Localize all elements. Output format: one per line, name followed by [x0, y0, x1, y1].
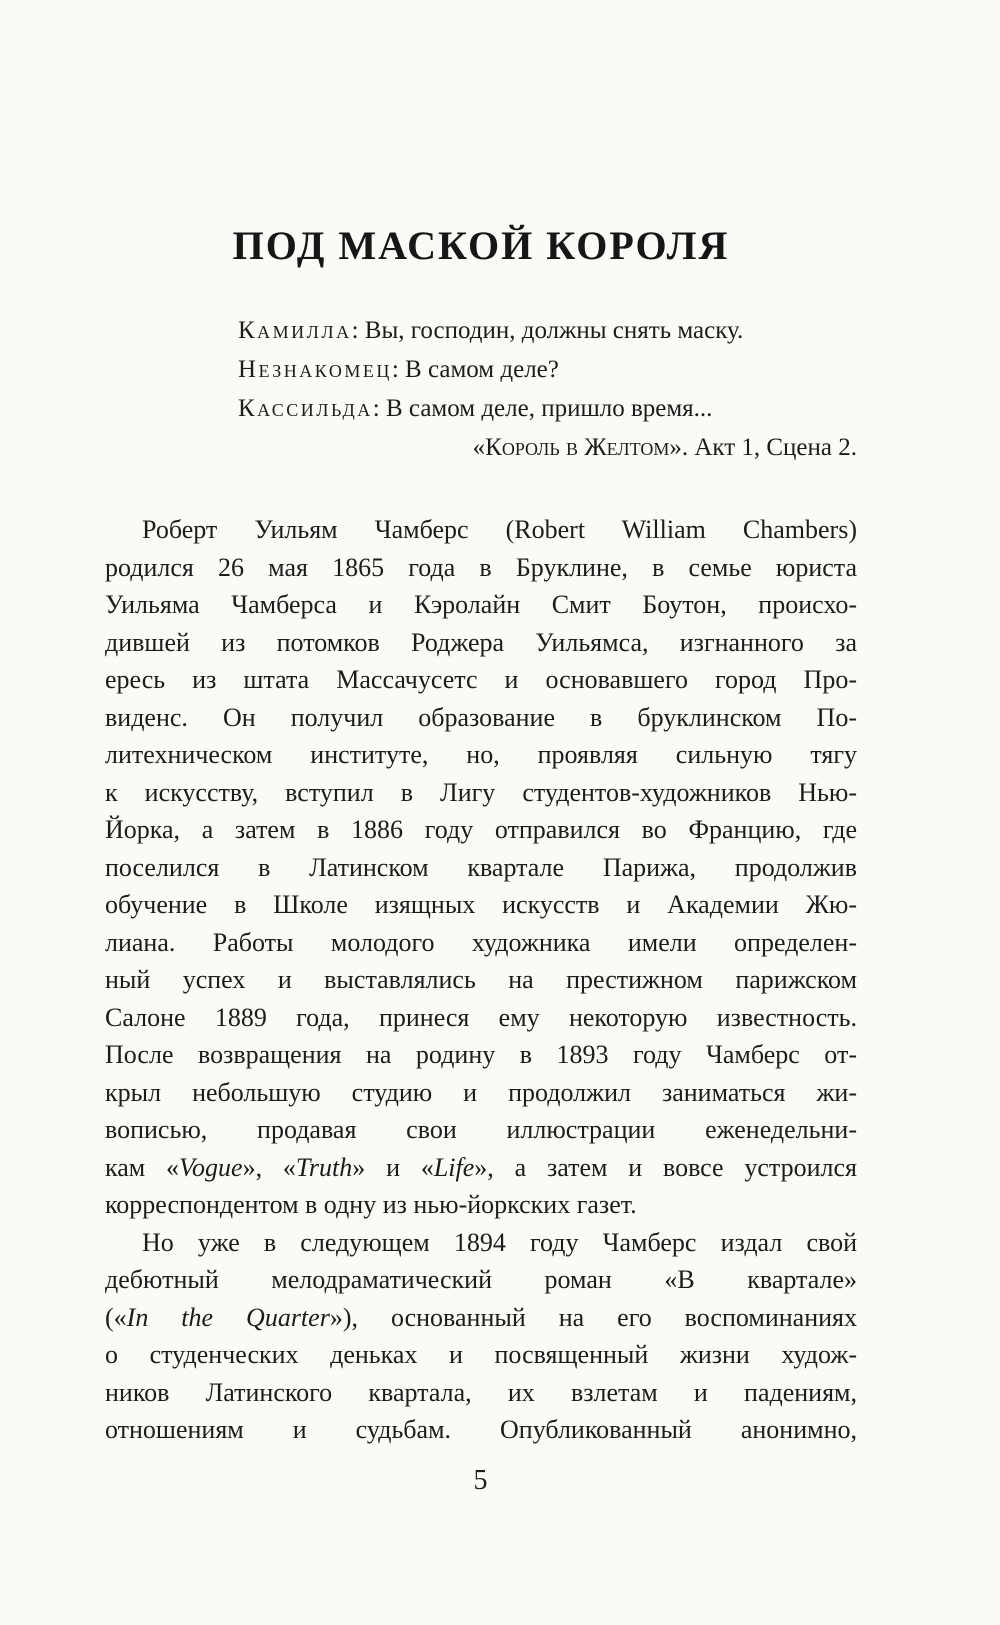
text-segment: кам «	[105, 1152, 180, 1182]
text-segment: ников Латинского квартала, их взлетам и падениям,	[105, 1377, 857, 1407]
text-line	[105, 1224, 857, 1262]
text-line	[105, 1149, 857, 1187]
body-text	[105, 511, 857, 1449]
text-line	[105, 1261, 857, 1299]
text-line	[105, 811, 857, 849]
text-segment: вописью, продавая свои иллюстрации еженедельни-	[105, 1115, 857, 1144]
chapter-title: ПОД МАСКОЙ КОРОЛЯ	[232, 223, 730, 268]
text-segment: ересь из штата Массачусетс и основавшего город Про-	[105, 665, 857, 694]
speaker-name: Незнакомец	[238, 356, 392, 383]
text-block	[105, 0, 857, 1497]
text-line	[105, 849, 857, 887]
text-segment: Уильяма Чамберса и Кэролайн Смит Боутон, происхо-	[105, 590, 857, 619]
text-line	[105, 736, 857, 774]
text-line	[105, 1186, 857, 1224]
text-segment: виденс. Он получил образование в бруклинском По-	[105, 702, 857, 732]
text-segment: крыл небольшую студию и продолжил заниматься жи-	[105, 1077, 857, 1107]
text-segment: Король в Желтом	[485, 434, 670, 461]
text-line	[105, 886, 857, 924]
text-line	[105, 511, 857, 549]
text-segment: Салоне 1889 года, принеся ему некоторую известность.	[105, 1002, 857, 1032]
text-segment: Vogue	[179, 1152, 243, 1182]
text-line	[105, 1074, 857, 1112]
text-segment: ный успех и выставлялись на престижном парижском	[105, 965, 857, 994]
text-segment: литехническом институте, но, проявляя сильную тягу	[105, 740, 857, 769]
text-segment: дившей из потомков Роджера Уильямса, изгнанного за	[105, 627, 857, 657]
text-segment: дебютный мелодраматический роман «В квартале»	[105, 1265, 857, 1294]
epigraph-line: Незнакомец: В самом деле?	[238, 356, 559, 383]
text-segment: » и «	[352, 1152, 434, 1182]
text-line	[105, 774, 857, 812]
text-line	[105, 999, 857, 1037]
paragraph	[105, 511, 857, 1224]
text-segment: », «	[242, 1152, 296, 1182]
speaker-name: Камилла	[238, 317, 352, 344]
text-line	[105, 699, 857, 737]
text-line	[105, 1336, 857, 1374]
paragraph	[105, 1224, 857, 1449]
text-segment: Life	[433, 1152, 475, 1182]
text-segment: »), основанный на его воспоминаниях	[329, 1302, 857, 1332]
text-line	[105, 1299, 857, 1337]
text-line	[105, 586, 857, 624]
text-segment: In the Quarter	[126, 1302, 330, 1332]
text-segment: («	[105, 1302, 127, 1332]
text-line	[105, 549, 857, 587]
epigraph	[238, 311, 857, 467]
text-segment: родился 26 мая 1865 года в Бруклине, в семье юриста	[105, 552, 857, 582]
text-line	[105, 1411, 857, 1449]
text-line	[105, 1036, 857, 1074]
text-line	[105, 661, 857, 699]
text-line	[105, 1111, 857, 1149]
epigraph-line: Камилла: Вы, господин, должны снять маску.	[238, 317, 744, 344]
text-line	[105, 961, 857, 999]
epigraph-line: Кассильда: В самом деле, пришло время...	[238, 395, 713, 422]
text-line	[105, 624, 857, 662]
text-segment: После возвращения на родину в 1893 году Чамберс от-	[105, 1040, 857, 1069]
text-segment: «	[472, 434, 486, 461]
text-segment: поселился в Латинском квартале Парижа, продолжив	[105, 852, 857, 882]
text-line	[105, 924, 857, 962]
epigraph-attribution	[238, 428, 857, 467]
text-segment: Йорка, а затем в 1886 году отправился во Францию, где	[105, 815, 857, 844]
epigraph-lines	[238, 311, 857, 428]
text-segment: Но уже в следующем 1894 году Чамберс издал свой	[142, 1227, 857, 1257]
text-segment: к искусству, вступил в Лигу студентов-художников Нью-	[105, 777, 857, 807]
text-segment: отношениям и судьбам. Опубликованный анонимно,	[105, 1415, 857, 1444]
text-line	[105, 1374, 857, 1412]
text-segment: о студенческих деньках и посвященный жизни худож-	[105, 1340, 857, 1369]
page-number: 5	[473, 1464, 489, 1496]
text-segment: лиана. Работы молодого художника имели определен-	[105, 927, 857, 957]
text-segment: ». Акт 1, Сцена 2.	[669, 434, 857, 461]
text-segment: корреспондентом в одну из нью-йоркских газет.	[105, 1190, 637, 1219]
speaker-name: Кассильда	[238, 395, 373, 422]
text-segment: Truth	[295, 1152, 353, 1182]
text-segment: Роберт Уильям Чамберс (Robert William Chambers)	[142, 515, 857, 544]
text-segment: обучение в Школе изящных искусств и Академии Жю-	[105, 890, 857, 919]
text-segment: », а затем и вовсе устроился	[474, 1152, 858, 1182]
